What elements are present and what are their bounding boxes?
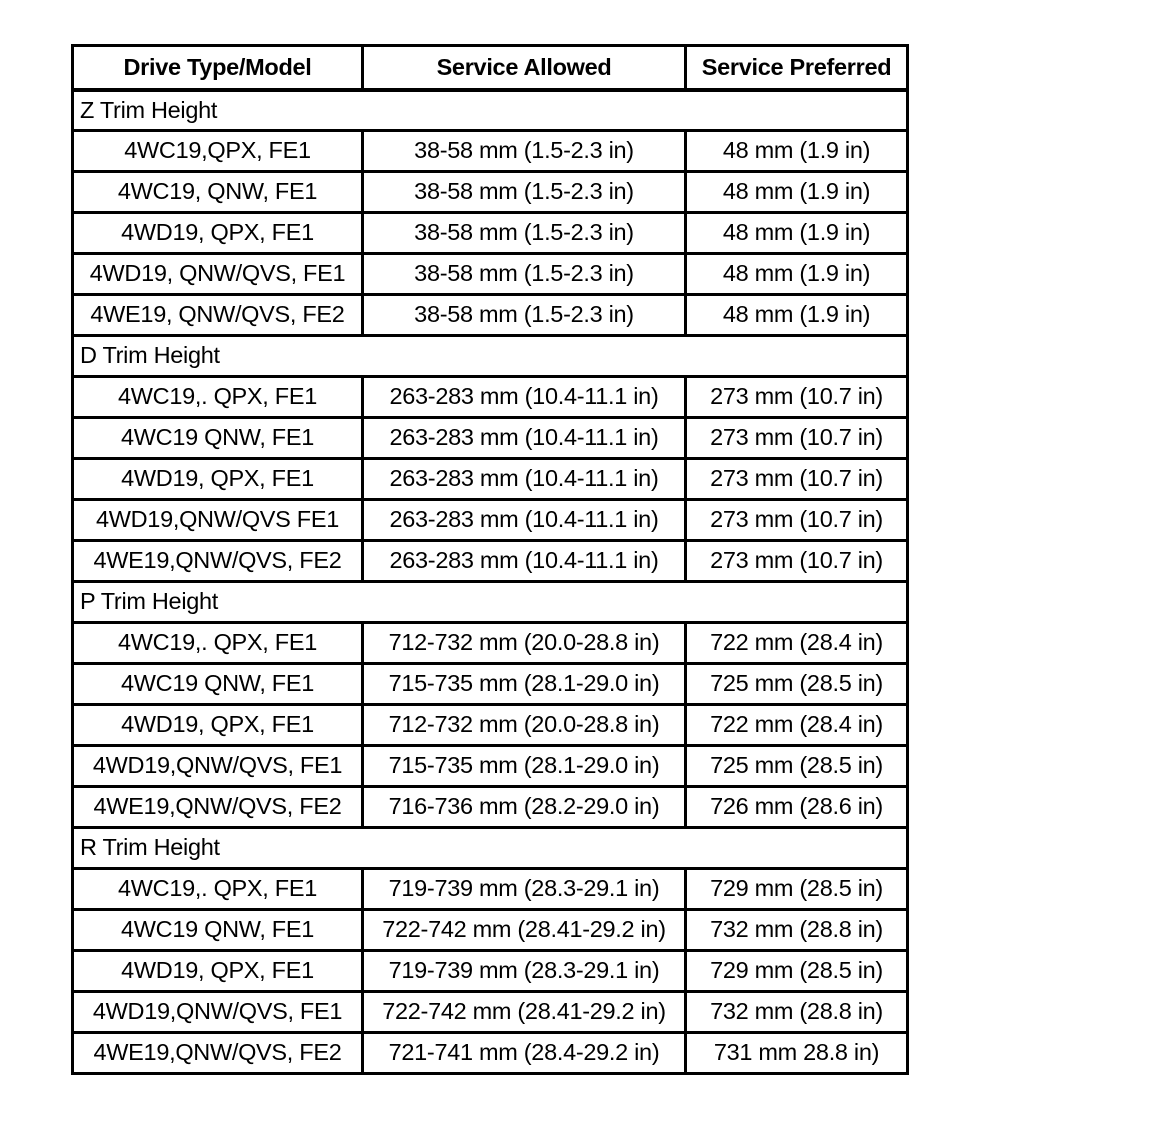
service-allowed-cell: 716-736 mm (28.2-29.0 in) [363, 787, 686, 828]
service-preferred-cell: 725 mm (28.5 in) [686, 746, 908, 787]
model-cell: 4WC19 QNW, FE1 [73, 418, 363, 459]
service-allowed-cell: 38-58 mm (1.5-2.3 in) [363, 295, 686, 336]
model-cell: 4WE19,QNW/QVS, FE2 [73, 787, 363, 828]
section-title: R Trim Height [73, 828, 908, 869]
service-preferred-cell: 273 mm (10.7 in) [686, 377, 908, 418]
model-cell: 4WE19, QNW/QVS, FE2 [73, 295, 363, 336]
table-row [73, 910, 908, 951]
table-row [73, 787, 908, 828]
table-header [73, 46, 908, 90]
service-preferred-cell: 722 mm (28.4 in) [686, 623, 908, 664]
service-preferred-cell: 48 mm (1.9 in) [686, 254, 908, 295]
service-allowed-cell: 38-58 mm (1.5-2.3 in) [363, 254, 686, 295]
service-allowed-cell: 719-739 mm (28.3-29.1 in) [363, 869, 686, 910]
model-cell: 4WE19,QNW/QVS, FE2 [73, 1033, 363, 1074]
model-cell: 4WE19,QNW/QVS, FE2 [73, 541, 363, 582]
service-preferred-cell: 729 mm (28.5 in) [686, 951, 908, 992]
model-cell: 4WD19, QPX, FE1 [73, 213, 363, 254]
table-row [73, 992, 908, 1033]
model-cell: 4WD19, QPX, FE1 [73, 705, 363, 746]
service-allowed-cell: 263-283 mm (10.4-11.1 in) [363, 459, 686, 500]
section-title: Z Trim Height [73, 90, 908, 131]
service-allowed-cell: 38-58 mm (1.5-2.3 in) [363, 172, 686, 213]
table-row [73, 869, 908, 910]
section-title: P Trim Height [73, 582, 908, 623]
table-row [73, 459, 908, 500]
service-allowed-cell: 719-739 mm (28.3-29.1 in) [363, 951, 686, 992]
service-allowed-cell: 721-741 mm (28.4-29.2 in) [363, 1033, 686, 1074]
section-row [73, 90, 908, 131]
service-preferred-cell: 273 mm (10.7 in) [686, 418, 908, 459]
section-title: D Trim Height [73, 336, 908, 377]
service-allowed-cell: 722-742 mm (28.41-29.2 in) [363, 910, 686, 951]
table-row [73, 213, 908, 254]
header-service-allowed: Service Allowed [363, 46, 686, 90]
model-cell: 4WD19, QNW/QVS, FE1 [73, 254, 363, 295]
section-row [73, 582, 908, 623]
service-preferred-cell: 48 mm (1.9 in) [686, 213, 908, 254]
model-cell: 4WD19,QNW/QVS, FE1 [73, 746, 363, 787]
service-preferred-cell: 722 mm (28.4 in) [686, 705, 908, 746]
service-allowed-cell: 263-283 mm (10.4-11.1 in) [363, 377, 686, 418]
service-allowed-cell: 263-283 mm (10.4-11.1 in) [363, 418, 686, 459]
model-cell: 4WC19 QNW, FE1 [73, 910, 363, 951]
trim-height-spec-table [71, 44, 909, 1075]
model-cell: 4WD19,QNW/QVS FE1 [73, 500, 363, 541]
service-preferred-cell: 725 mm (28.5 in) [686, 664, 908, 705]
table-row [73, 500, 908, 541]
service-preferred-cell: 273 mm (10.7 in) [686, 541, 908, 582]
table-row [73, 623, 908, 664]
header-drive-type-model: Drive Type/Model [73, 46, 363, 90]
service-preferred-cell: 273 mm (10.7 in) [686, 459, 908, 500]
service-preferred-cell: 732 mm (28.8 in) [686, 992, 908, 1033]
service-preferred-cell: 729 mm (28.5 in) [686, 869, 908, 910]
model-cell: 4WC19 QNW, FE1 [73, 664, 363, 705]
header-row [73, 46, 908, 90]
service-preferred-cell: 48 mm (1.9 in) [686, 295, 908, 336]
table-body [73, 90, 908, 1074]
service-allowed-cell: 722-742 mm (28.41-29.2 in) [363, 992, 686, 1033]
service-preferred-cell: 726 mm (28.6 in) [686, 787, 908, 828]
service-allowed-cell: 263-283 mm (10.4-11.1 in) [363, 541, 686, 582]
model-cell: 4WC19,. QPX, FE1 [73, 623, 363, 664]
table-row [73, 131, 908, 172]
table-row [73, 746, 908, 787]
service-preferred-cell: 273 mm (10.7 in) [686, 500, 908, 541]
service-preferred-cell: 731 mm 28.8 in) [686, 1033, 908, 1074]
table-row [73, 705, 908, 746]
table-row [73, 172, 908, 213]
service-preferred-cell: 48 mm (1.9 in) [686, 172, 908, 213]
model-cell: 4WD19,QNW/QVS, FE1 [73, 992, 363, 1033]
section-row [73, 336, 908, 377]
model-cell: 4WC19,. QPX, FE1 [73, 869, 363, 910]
table-row [73, 1033, 908, 1074]
header-service-preferred: Service Preferred [686, 46, 908, 90]
service-allowed-cell: 263-283 mm (10.4-11.1 in) [363, 500, 686, 541]
model-cell: 4WC19, QNW, FE1 [73, 172, 363, 213]
table-row [73, 664, 908, 705]
table-row [73, 541, 908, 582]
service-preferred-cell: 732 mm (28.8 in) [686, 910, 908, 951]
table-row [73, 295, 908, 336]
service-allowed-cell: 38-58 mm (1.5-2.3 in) [363, 213, 686, 254]
model-cell: 4WC19,QPX, FE1 [73, 131, 363, 172]
model-cell: 4WD19, QPX, FE1 [73, 459, 363, 500]
service-allowed-cell: 715-735 mm (28.1-29.0 in) [363, 746, 686, 787]
service-allowed-cell: 38-58 mm (1.5-2.3 in) [363, 131, 686, 172]
table-row [73, 254, 908, 295]
section-row [73, 828, 908, 869]
service-allowed-cell: 712-732 mm (20.0-28.8 in) [363, 705, 686, 746]
table-row [73, 418, 908, 459]
service-allowed-cell: 712-732 mm (20.0-28.8 in) [363, 623, 686, 664]
model-cell: 4WD19, QPX, FE1 [73, 951, 363, 992]
service-allowed-cell: 715-735 mm (28.1-29.0 in) [363, 664, 686, 705]
model-cell: 4WC19,. QPX, FE1 [73, 377, 363, 418]
table-row [73, 951, 908, 992]
service-preferred-cell: 48 mm (1.9 in) [686, 131, 908, 172]
table-row [73, 377, 908, 418]
